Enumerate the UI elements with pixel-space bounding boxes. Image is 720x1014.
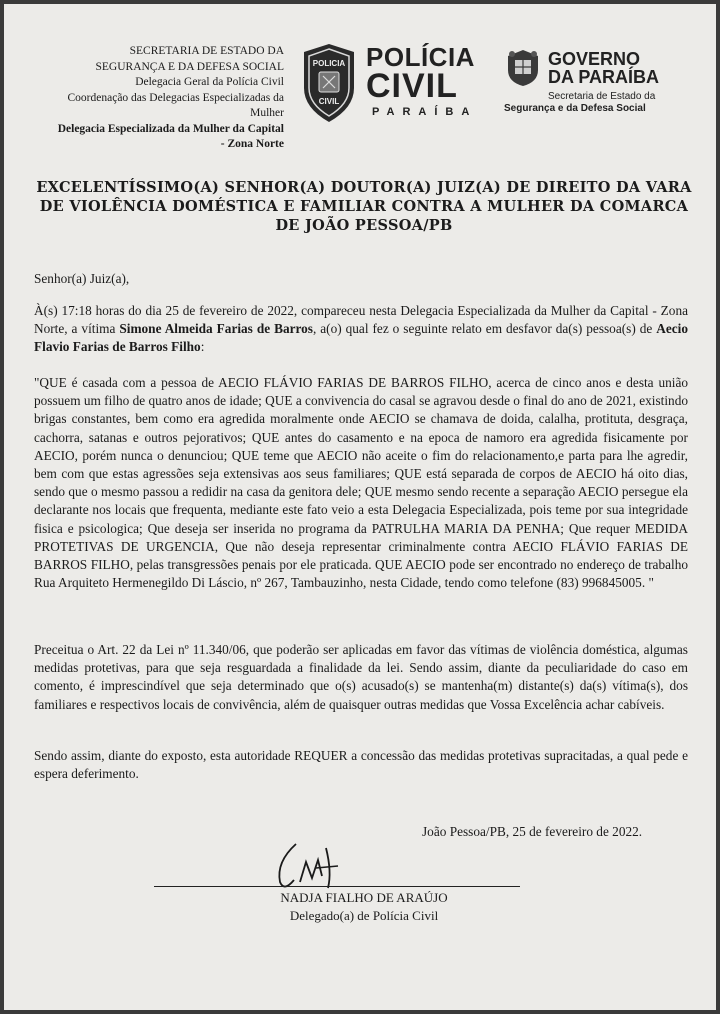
intro-text: À(s) 17:18 horas do dia 25 de fevereiro de 2022, compareceu nesta Delegacia Especializada da Mulher da Capital - Zona Norte, a vítima (34, 303, 688, 337)
gov-line2: DA PARAÍBA (548, 67, 659, 87)
intro-paragraph (34, 302, 688, 357)
agency-line: Coordenação das Delegacias Especializadas da (67, 91, 284, 104)
title-line: DE VIOLÊNCIA DOMÉSTICA E FAMILIAR CONTRA A MULHER DA COMARCA (39, 198, 689, 215)
badge-text-top: POLICIA (312, 59, 346, 68)
agency-line: - Zona Norte (220, 138, 284, 150)
greeting: Senhor(a) Juiz(a), (34, 271, 130, 286)
document-title (34, 178, 694, 235)
police-badge-icon (300, 42, 358, 124)
signature-line (154, 886, 520, 887)
logo-state: PARAÍBA (372, 106, 478, 118)
state-crest-icon (504, 48, 542, 88)
request-paragraph: Sendo assim, diante do exposto, esta autoridade REQUER a concessão das medidas protetivas supracitadas, a qual pede e espera deferimento. (34, 748, 688, 782)
agency-header (58, 44, 284, 153)
accused-name: Aecio Flavio Farias de Barros Filho (34, 321, 688, 355)
gov-line1: GOVERNO (548, 49, 641, 69)
intro-text: , a(o) qual fez o seguinte relato em desfavor da(s) pessoa(s) de (312, 321, 657, 337)
badge-text-bottom: CIVIL (318, 97, 340, 106)
dateline: João Pessoa/PB, 25 de fevereiro de 2022. (422, 824, 643, 839)
law-paragraph: Preceitua o Art. 22 da Lei nº 11.340/06, que poderão ser aplicadas em favor das vítimas de violência doméstica, algumas medidas protetivas, para que seja resguardada a finalidade da lei. Sendo assim, diante da peculiaridade do caso em comento, é imprescindível que seja determinado que o(s) acusado(s) se mantenha(m) distante(s) da(s) vítima(s), dos familiares e respectivos locais de convivência, além de quaisquer outras medidas que Vossa Excelência achar cabíveis. (34, 642, 688, 712)
agency-line: Delegacia Especializada da Mulher da Capital (57, 122, 284, 135)
agency-line: Delegacia Geral da Polícia Civil (135, 76, 284, 88)
policia-civil-logo (366, 44, 486, 118)
logo-policia: POLÍCIA (366, 42, 475, 72)
victim-statement: "QUE é casada com a pessoa de AECIO FLÁVIO FARIAS DE BARROS FILHO, acerca de cinco anos e desta união possuem um filho de quatro anos de idade; QUE a convivencia do casal se agravou desde o final do ano de 2021, existindo brigas constantes, bem como era agredida moralmente onde AECIO se chamava de doida, calalha, protituta, desgraça, cachorra, satanas e outros pejorativos; QUE antes do casamento e na epoca de namoro era agredida fisicamente por AECIO, porém nunca o denunciou; QUE teme que AECIO não aceite o fim do relacionamento,e parta para lhe agredir, bem com que estas agressões seja extensivas aos seus familiares; QUE está separada de corpos de AECIO há oito dias, sendo que o mesmo passou a redidir na casa da genitora dele; QUE mesmo sendo recente a separação AECIO persegue ela declarante nos locais que frequenta, mediante este fato veio a esta Delegacia Especializada, pois teme por sua integridade fisica e psicologica; Que deseja ser inserida no programa da PATRULHA MARIA DA PENHA; Que requer MEDIDA PROTETIVAS DE URGENCIA, Que não deseja representar criminalmente contra AECIO FLÁVIO FARIAS DE BARROS FILHO, pelas transgressões penais por ele praticada. QUE AECIO pode ser encontrado no endereço de trabalho Rua Arquiteto Hermenegildo Di Láscio, nº 267, Tambauzinho, nesta Cidade, tendo como telefone (83) 996845005. " (34, 375, 688, 591)
logo-civil: CIVIL (366, 67, 458, 105)
agency-line: SEGURANÇA E DA DEFESA SOCIAL (95, 60, 284, 73)
victim-name: Simone Almeida Farias de Barros (119, 321, 313, 337)
governo-paraiba-logo (504, 49, 659, 115)
gov-line4: Segurança e da Defesa Social (504, 103, 646, 114)
title-line: EXCELENTÍSSIMO(A) SENHOR(A) DOUTOR(A) JUIZ(A) DE DIREITO DA VARA (36, 179, 692, 196)
title-line: DE JOÃO PESSOA/PB (275, 217, 453, 234)
intro-text: : (200, 339, 205, 355)
signer-role: Delegado(a) de Polícia Civil (289, 908, 439, 923)
document-page (4, 4, 716, 1010)
agency-line: Mulher (250, 107, 284, 119)
gov-line3: Secretaria de Estado da (548, 91, 656, 102)
signer-name: NADJA FIALHO DE ARAÚJO (280, 890, 448, 905)
agency-line: SECRETARIA DE ESTADO DA (129, 45, 284, 57)
